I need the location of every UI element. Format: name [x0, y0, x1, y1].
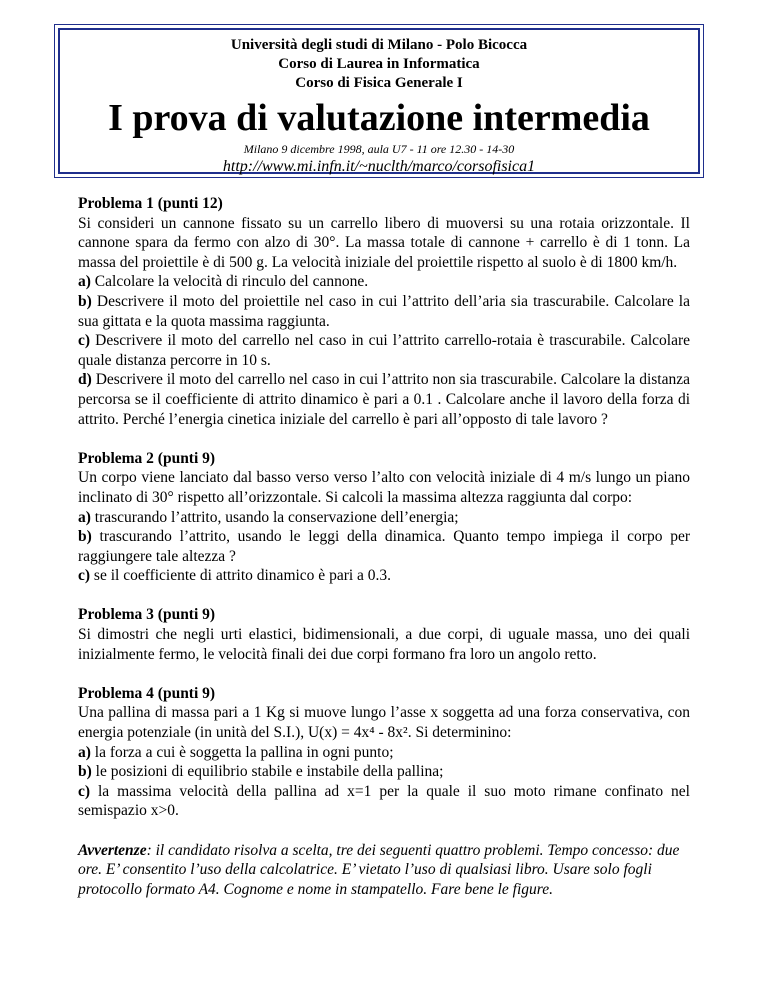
problem-part: [78, 762, 690, 782]
exam-content: [78, 194, 690, 899]
course-name: Corso di Fisica Generale I: [295, 75, 463, 91]
course-url: http://www.mi.infn.it/~nuclth/marco/corsofisica1: [222, 158, 536, 175]
problem-part: [78, 566, 690, 586]
problem-part: [78, 782, 690, 821]
problem-4: [78, 684, 690, 821]
part-text: le posizioni di equilibrio stabile e instabile della pallina;: [91, 763, 444, 781]
problem-part: [78, 292, 690, 331]
part-text: trascurando l’attrito, usando le leggi della dinamica. Quanto tempo impiega il corpo per raggiungere tale altezza ?: [78, 528, 690, 565]
problem-part: [78, 508, 690, 528]
part-text: Descrivere il moto del proiettile nel caso in cui l’attrito dell’aria sia trascurabile. Calcolare la sua gittata e la quota massima raggiunta.: [78, 292, 690, 330]
problem-title: Problema 3 (punti 9): [78, 606, 216, 624]
problem-2: [78, 449, 690, 586]
exam-instructions: [78, 841, 690, 900]
part-text: Descrivere il moto del carrello nel caso in cui l’attrito carrello-rotaia è trascurabile. Calcolare quale distanza percorre in 10 s.: [78, 332, 690, 369]
part-label: b): [78, 528, 92, 546]
problem-part: [78, 527, 690, 566]
part-label: a): [78, 508, 91, 526]
problem-1: [78, 194, 690, 429]
problem-intro: Si consideri un cannone fissato su un carrello libero di muoversi su una rotaia orizzontale. Il cannone spara da fermo con alzo di 30°. La massa totale di cannone + carrello è di 1 tonn. La massa del proiettile è di 500 g. La velocità iniziale del proiettile rispetto al suolo è di 1800 km/h.: [78, 214, 690, 271]
problem-title: Problema 2 (punti 9): [78, 449, 216, 467]
problem-intro: Un corpo viene lanciato dal basso verso verso l’alto con velocità iniziale di 4 m/s lungo un piano inclinato di 30° rispetto all’orizzontale. Si calcoli la massima altezza raggiunta dal corpo:: [78, 469, 690, 506]
problem-intro: Si dimostri che negli urti elastici, bidimensionali, a due corpi, di uguale massa, uno dei quali inizialmente fermo, le velocità finali dei due corpi formano fra loro un angolo retto.: [78, 626, 690, 663]
part-text: se il coefficiente di attrito dinamico è pari a 0.3.: [90, 567, 392, 585]
part-label: d): [78, 371, 92, 389]
problem-3: [78, 605, 690, 664]
problem-part: [78, 272, 690, 292]
problem-part: [78, 743, 690, 763]
instructions-label: Avvertenze: [78, 841, 147, 859]
university-name: Università degli studi di Milano - Polo Bicocca: [230, 37, 528, 53]
exam-date-location: Milano 9 dicembre 1998, aula U7 - 11 ore 12.30 - 14-30: [243, 142, 515, 156]
problem-title: Problema 1 (punti 12): [78, 195, 223, 212]
degree-course: Corso di Laurea in Informatica: [278, 56, 480, 72]
exam-header-box: [58, 28, 700, 174]
part-label: b): [78, 292, 92, 310]
exam-title: I prova di valutazione intermedia: [108, 97, 650, 139]
problem-part: [78, 331, 690, 370]
part-label: a): [78, 743, 91, 761]
part-label: c): [78, 567, 91, 585]
part-text: Calcolare la velocità di rinculo del cannone.: [90, 273, 369, 291]
problem-title: Problema 4 (punti 9): [78, 684, 216, 702]
problem-intro: Una pallina di massa pari a 1 Kg si muove lungo l’asse x soggetta ad una forza conservativa, con energia potenziale (in unità del S.I.), U(x) = 4x⁴ - 8x². Si determinino:: [78, 704, 690, 742]
part-label: c): [78, 332, 91, 350]
part-text: trascurando l’attrito, usando la conservazione dell’energia;: [90, 508, 459, 526]
part-label: a): [78, 273, 91, 291]
part-label: c): [78, 782, 91, 800]
part-text: la massima velocità della pallina ad x=1 per la quale il suo moto rimane confinato nel semispazio x>0.: [78, 782, 690, 820]
instructions-text: : il candidato risolva a scelta, tre dei seguenti quattro problemi. Tempo concesso: due ore. E’ consentito l’uso della calcolatrice. E’ vietato l’uso di qualsiasi libro. Usare solo fogli protocollo formato A4. Cognome e nome in stampatello. Fare bene le figure.: [78, 841, 680, 898]
part-label: b): [78, 763, 92, 781]
problem-part: [78, 370, 690, 429]
part-text: Descrivere il moto del carrello nel caso in cui l’attrito non sia trascurabile. Calcolare la distanza percorsa se il coefficiente di attrito dinamico è pari a 0.1 . Calcolare anche il lavoro della forza di attrito. Perché l’energia cinetica iniziale del carrello è pari all’opposto di tale lavoro ?: [78, 371, 690, 428]
part-text: la forza a cui è soggetta la pallina in ogni punto;: [90, 743, 394, 761]
